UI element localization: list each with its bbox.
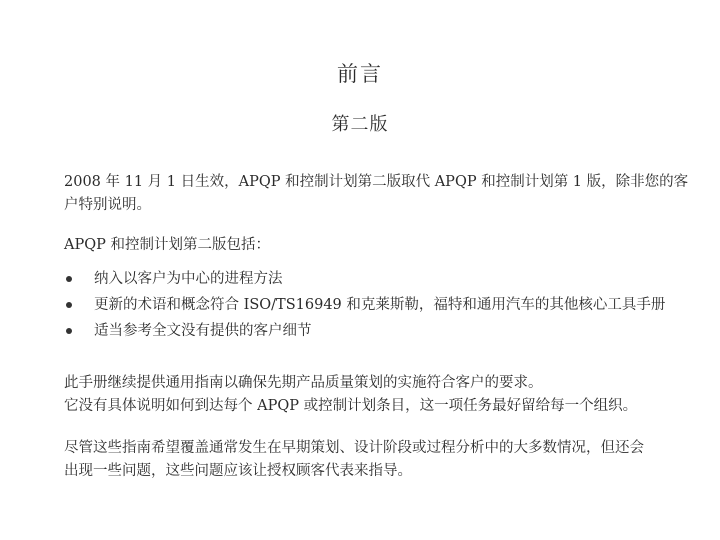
paragraph-line: 户特别说明。	[64, 197, 151, 213]
scope-paragraph	[64, 437, 684, 483]
bullet-item	[64, 266, 694, 292]
guidance-paragraph	[64, 372, 684, 418]
page-title: 前言	[337, 62, 383, 86]
bullet-text: 适当参考全文没有提供的客户细节	[94, 323, 312, 339]
paragraph-line: 此手册继续提供通用指南以确保先期产品质量策划的实施符合客户的要求。	[64, 375, 543, 391]
bullet-item	[64, 318, 694, 344]
bullet-icon	[66, 276, 72, 282]
paragraph-line: 2008 年 11 月 1 日生效，APQP 和控制计划第二版取代 APQP 和控制计划第 1 版，除非您的客	[64, 174, 689, 190]
bullet-icon	[66, 328, 72, 334]
paragraph-line: 它没有具体说明如何到达每个 APQP 或控制计划条目，这一项任务最好留给每一个组织。	[64, 398, 638, 414]
contents-bullet-list	[64, 266, 694, 344]
bullet-item	[64, 292, 694, 318]
edition-subtitle: 第二版	[331, 114, 389, 135]
paragraph-line: 尽管这些指南希望覆盖通常发生在早期策划、设计阶段或过程分析中的大多数情况，但还会	[64, 440, 644, 456]
paragraph-line: 出现一些问题，这些问题应该让授权顾客代表来指导。	[64, 463, 412, 479]
contents-intro-paragraph: APQP 和控制计划第二版包括：	[64, 237, 270, 253]
effective-date-paragraph	[64, 171, 689, 217]
bullet-icon	[66, 302, 72, 308]
bullet-text: 更新的术语和概念符合 ISO/TS16949 和克莱斯勒，福特和通用汽车的其他核心工具手册	[94, 297, 666, 313]
bullet-text: 纳入以客户为中心的进程方法	[94, 271, 283, 287]
